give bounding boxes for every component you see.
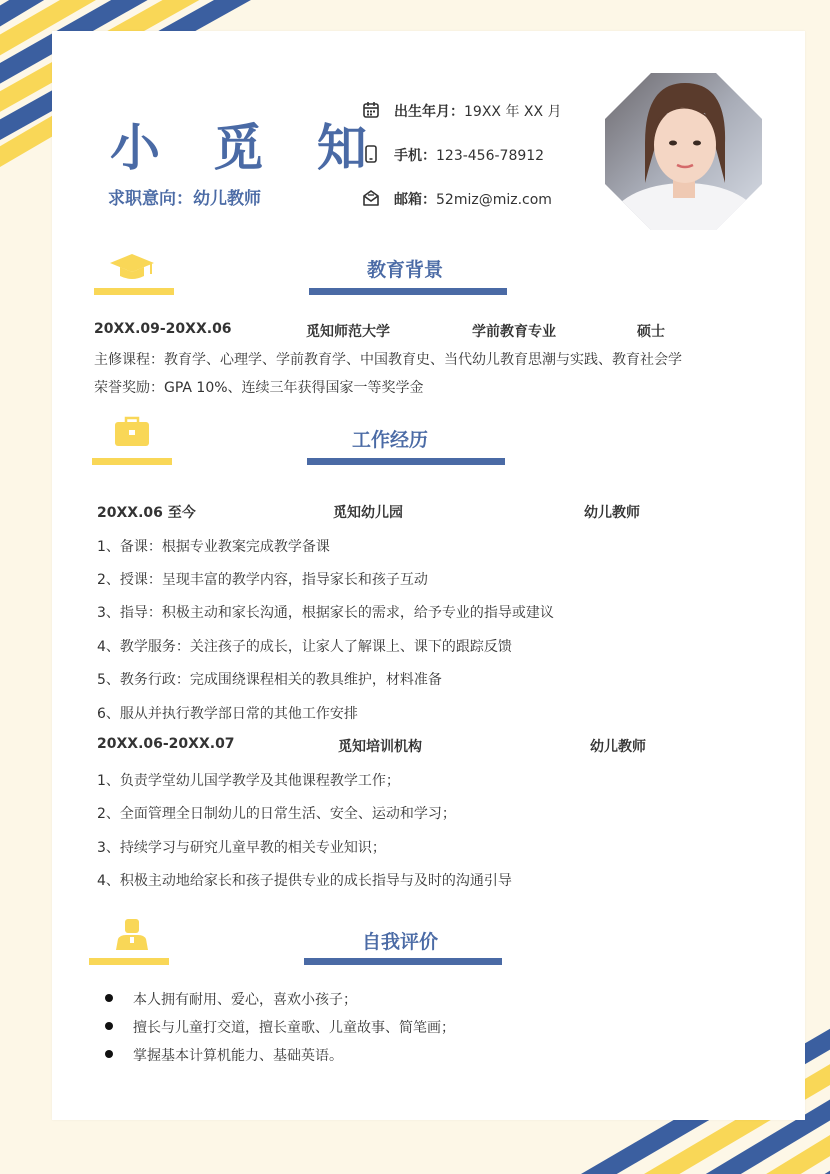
self-yellow-bar <box>89 958 169 965</box>
phone-label: 手机： <box>394 148 436 164</box>
candidate-name: 小 觅 知 <box>110 119 385 177</box>
self-item: 掌握基本计算机能力、基础英语。 <box>133 1048 343 1064</box>
bullet-icon <box>105 994 113 1002</box>
email-label: 邮箱： <box>394 192 436 208</box>
work-yellow-bar <box>92 458 172 465</box>
job1-period: 20XX.06 至今 <box>97 505 196 521</box>
birth-row <box>394 101 562 121</box>
mail-icon <box>362 189 380 207</box>
graduation-cap-icon <box>108 252 156 282</box>
job2-role: 幼儿教师 <box>590 739 646 755</box>
job1-duty: 1、备课：根据专业教案完成教学备课 <box>97 539 330 555</box>
phone-icon <box>362 145 380 163</box>
calendar-icon <box>362 101 380 119</box>
profile-photo <box>605 73 762 230</box>
job1-duty: 4、教学服务：关注孩子的成长，让家人了解课上、课下的跟踪反馈 <box>97 639 512 655</box>
job1-duty: 3、指导：积极主动和家长沟通，根据家长的需求，给予专业的指导或建议 <box>97 605 554 621</box>
self-item: 擅长与儿童打交道，擅长童歌、儿童故事、简笔画； <box>133 1020 455 1036</box>
self-title: 自我评价 <box>361 931 438 953</box>
education-title: 教育背景 <box>366 259 443 281</box>
bullet-icon <box>105 1050 113 1058</box>
birth-value: 19XX 年 XX 月 <box>464 104 562 120</box>
work-title: 工作经历 <box>351 429 428 451</box>
education-period: 20XX.09-20XX.06 <box>94 321 232 337</box>
self-item: 本人拥有耐用、爱心，喜欢小孩子； <box>133 992 357 1008</box>
education-courses: 主修课程：教育学、心理学、学前教育学、中国教育史、当代幼儿教育思潮与实践、教育社会学 <box>94 352 682 368</box>
job2-duty: 4、积极主动地给家长和孩子提供专业的成长指导与及时的沟通引导 <box>97 873 512 889</box>
birth-label: 出生年月： <box>394 104 464 120</box>
email-value: 52miz@miz.com <box>436 192 552 208</box>
job2-duty: 1、负责学堂幼儿国学教学及其他课程教学工作； <box>97 773 400 789</box>
briefcase-icon <box>113 416 151 448</box>
job1-duty: 6、服从并执行教学部日常的其他工作安排 <box>97 706 358 722</box>
job1-duty: 5、教务行政：完成围绕课程相关的教具维护，材料准备 <box>97 672 442 688</box>
education-school: 觅知师范大学 <box>306 324 390 340</box>
phone-row <box>394 145 544 165</box>
education-blue-bar <box>309 288 507 295</box>
person-icon <box>114 917 150 951</box>
self-blue-bar <box>304 958 502 965</box>
work-blue-bar <box>307 458 505 465</box>
phone-value: 123-456-78912 <box>436 148 545 164</box>
job1-role: 幼儿教师 <box>584 505 640 521</box>
job2-duty: 3、持续学习与研究儿童早教的相关专业知识； <box>97 840 386 856</box>
email-row <box>394 189 552 209</box>
job-objective: 求职意向：幼儿教师 <box>108 189 261 209</box>
education-degree: 硕士 <box>637 324 665 340</box>
education-major: 学前教育专业 <box>472 324 556 340</box>
education-honors: 荣誉奖励：GPA 10%、连续三年获得国家一等奖学金 <box>94 380 424 396</box>
education-yellow-bar <box>94 288 174 295</box>
job2-company: 觅知培训机构 <box>338 739 422 755</box>
job2-period: 20XX.06-20XX.07 <box>97 736 235 752</box>
job1-duty: 2、授课：呈现丰富的教学内容，指导家长和孩子互动 <box>97 572 428 588</box>
job2-duty: 2、全面管理全日制幼儿的日常生活、安全、运动和学习； <box>97 806 456 822</box>
job1-company: 觅知幼儿园 <box>333 505 403 521</box>
bullet-icon <box>105 1022 113 1030</box>
